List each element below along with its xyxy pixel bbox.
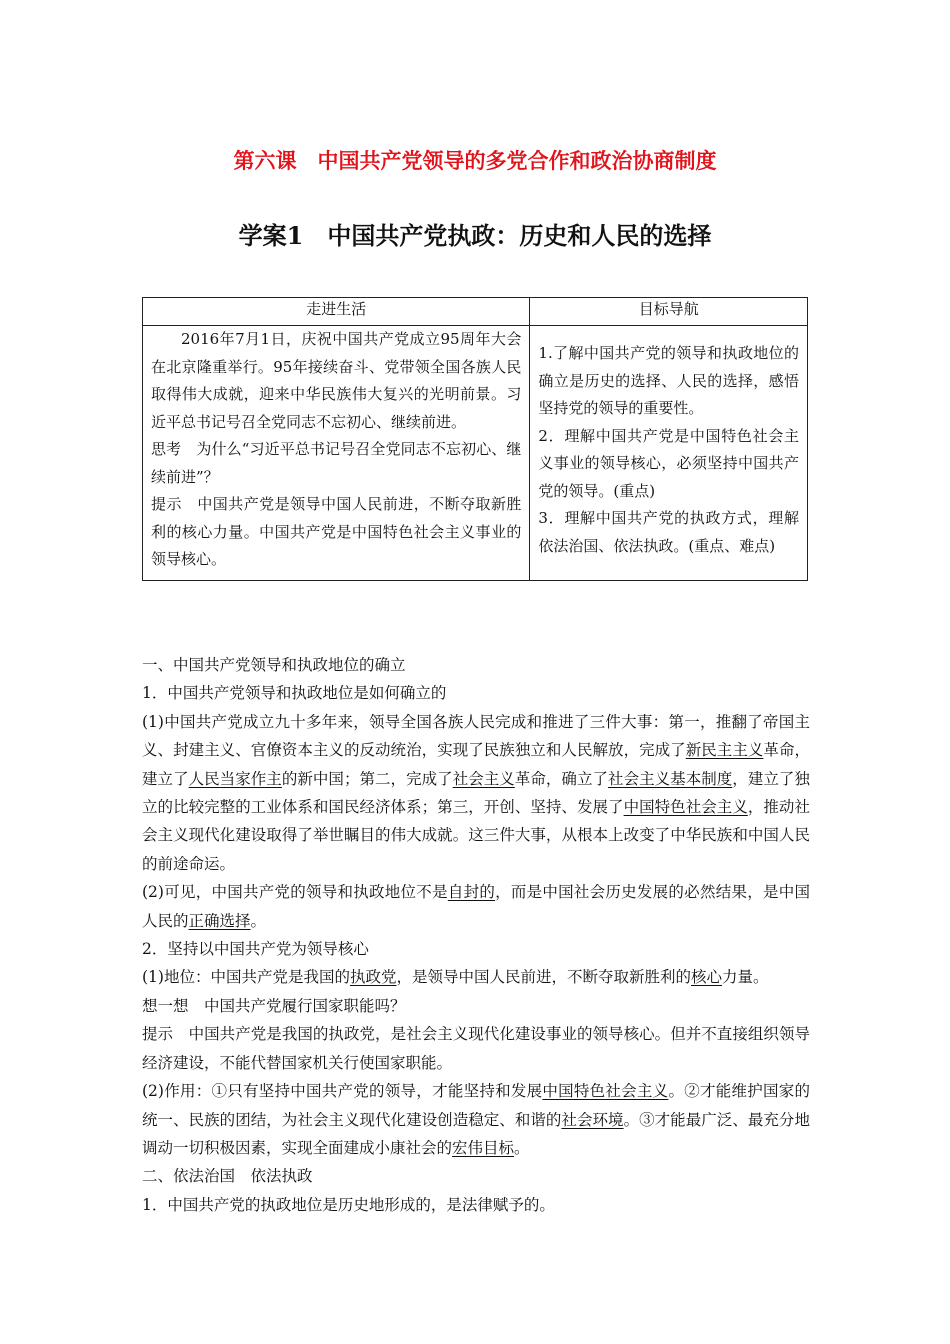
underlined-answer: 社会主义 (452, 769, 515, 788)
underlined-answer: 中国特色社会主义 (542, 1082, 669, 1101)
section-2-title: 二、依法治国 依法执政 (142, 1167, 313, 1186)
section-1-title: 一、中国共产党领导和执政地位的确立 (142, 656, 406, 674)
underlined-answer: 宏伟目标 (452, 1138, 515, 1157)
paragraph-1 (142, 708, 810, 878)
underlined-answer: 核心 (691, 968, 723, 987)
subsection-2-1-title: 1．中国共产党的执政地位是历史地形成的，是法律赋予的。 (142, 1195, 555, 1214)
intro-think: 思考 为什么“习近平总书记号召全党同志不忘初心、继续前进”？ (151, 440, 522, 486)
underlined-answer: 正确选择 (188, 911, 251, 930)
text-run: ，推动社会主义现代化建设取得了举世瞩目的伟大成就。这三件大事，从根本上改变了中华民族和中国人民的前途命运。 (142, 798, 810, 873)
text-run: 。 (250, 911, 267, 930)
lesson-title: 第六课 中国共产党领导的多党合作和政治协商制度 (233, 148, 717, 173)
think-hint: 提示 中国共产党是我国的执政党，是社会主义现代化建设事业的领导核心。但并不直接组织领导经济建设，不能代替国家机关行使国家职能。 (142, 1025, 810, 1072)
underlined-answer: 人民当家作主 (188, 769, 282, 788)
text-run: 。③才能最广泛、最充分地调动一切积极因素，实现全面建成小康社会的 (142, 1110, 810, 1157)
text-run: 。 (514, 1138, 530, 1157)
paragraph-4 (142, 1077, 810, 1162)
underlined-answer: 执政党 (349, 968, 397, 987)
text-run: 。②才能维护国家的统一、民族的团结，为社会主义现代化建设创造稳定、和谐的 (142, 1082, 810, 1129)
underlined-answer: 中国特色社会主义 (623, 798, 748, 817)
intro-hint: 提示 中国共产党是领导中国人民前进，不断夺取新胜利的核心力量。中国共产党是中国特色社会主义事业的领导核心。 (151, 495, 522, 568)
text-run: (1)地位：中国共产党是我国的 (142, 968, 350, 987)
text-run: 力量。 (722, 968, 769, 987)
paragraph-3 (142, 963, 810, 991)
intro-table (142, 297, 808, 581)
text-run: 革命，确立了 (514, 769, 609, 788)
underlined-answer: 社会环境 (561, 1110, 624, 1129)
goal-2: 2．理解中国共产党是中国特色社会主义事业的领导核心，必须坚持中国共产党的领导。(重点) (538, 426, 799, 500)
goal-1: 1.了解中国共产党的领导和执政地位的确立是历史的选择、人民的选择，感悟坚持党的领导的重要性。 (538, 344, 799, 417)
underlined-answer: 新民主主义 (685, 741, 764, 760)
text-run: 的新中国；第二，完成了 (281, 769, 453, 788)
text-run: 革命，建立了 (142, 741, 810, 788)
text-run: ，建立了独立的比较完整的工业体系和国民经济体系；第三，开创、坚持、发展了 (142, 769, 810, 817)
goal-3: 3．理解中国共产党的执政方式，理解依法治国、依法执政。(重点、难点) (538, 509, 799, 555)
intro-header-left: 走进生活 (143, 298, 530, 326)
subsection-1-1-title: 1．中国共产党领导和执政地位是如何确立的 (142, 684, 447, 703)
underlined-answer: 社会主义基本制度 (608, 769, 733, 788)
subsection-1-2-title: 2．坚持以中国共产党为领导核心 (142, 940, 369, 959)
think-question: 想一想 中国共产党履行国家职能吗？ (142, 996, 406, 1015)
body-text (142, 651, 810, 1219)
intro-paragraph: 2016年7月1日，庆祝中国共产党成立95周年大会在北京隆重举行。95年接续奋斗、党带领全国各族人民取得伟大成就，迎来中华民族伟大复兴的光明前景。习近平总书记号召全党同志不忘初心、继续前进。 (151, 330, 522, 431)
text-run: ，是领导中国人民前进，不断夺取新胜利的 (396, 968, 691, 987)
case-title: 学案1 中国共产党执政：历史和人民的选择 (238, 221, 712, 250)
intro-cell-right (530, 326, 808, 581)
text-run: ，而是中国社会历史发展的必然结果，是中国人民的 (142, 883, 810, 930)
text-run: (1)中国共产党成立九十多年来，领导全国各族人民完成和推进了三件大事：第一，推翻了帝国主义、封建主义、官僚资本主义的反动统治，实现了民族独立和人民解放，完成了 (142, 712, 810, 760)
text-run: (2)可见，中国共产党的领导和执政地位不是 (142, 883, 448, 902)
intro-cell-left (143, 326, 530, 581)
intro-header-right: 目标导航 (530, 298, 808, 326)
text-run: (2)作用：①只有坚持中国共产党的领导，才能坚持和发展 (142, 1082, 543, 1101)
underlined-answer: 自封的 (447, 883, 496, 902)
paragraph-2 (142, 878, 810, 935)
